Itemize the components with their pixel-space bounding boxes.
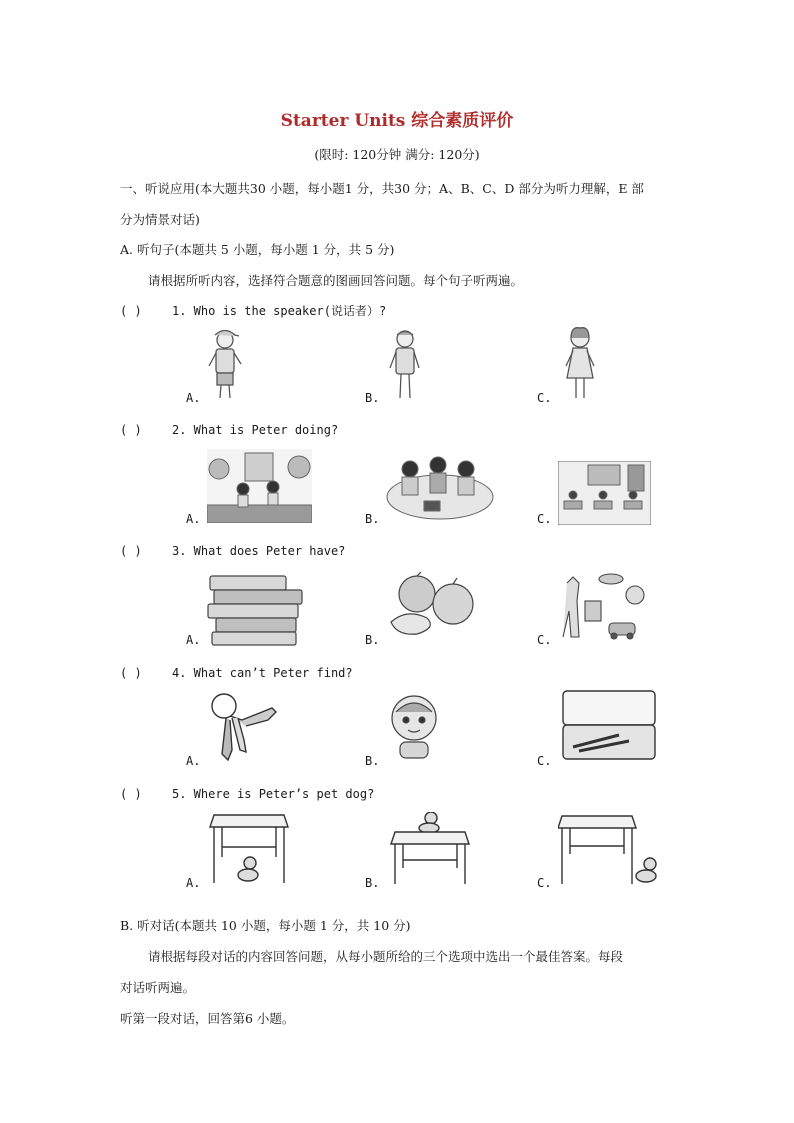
kids-running-icon bbox=[207, 449, 312, 523]
page-title: Starter Units 综合素质评价 bbox=[280, 111, 514, 131]
option-label: B. bbox=[365, 512, 380, 526]
option-label: B. bbox=[365, 633, 380, 647]
answer-blank[interactable]: ( ) bbox=[120, 423, 142, 437]
question-text: 1. Who is the speaker(说话者）? bbox=[172, 304, 387, 318]
girl-in-dress-icon bbox=[560, 326, 600, 402]
question-text: 3. What does Peter have? bbox=[172, 544, 346, 558]
option-label: C. bbox=[537, 754, 552, 768]
section1-heading-line2: 分为情景对话) bbox=[120, 212, 200, 227]
question-2 bbox=[120, 423, 338, 437]
question-text: 4. What can’t Peter find? bbox=[172, 666, 353, 680]
option-label: A. bbox=[186, 754, 201, 768]
question-1 bbox=[120, 302, 386, 319]
option-label: A. bbox=[186, 512, 201, 526]
answer-blank[interactable]: ( ) bbox=[120, 666, 142, 680]
option-label: A. bbox=[186, 876, 201, 890]
option-label: B. bbox=[365, 391, 380, 405]
toys-icon bbox=[559, 571, 647, 641]
option-label: C. bbox=[537, 512, 552, 526]
pencil-box-icon bbox=[559, 689, 659, 763]
question-4 bbox=[120, 666, 353, 680]
classroom-icon bbox=[558, 461, 651, 525]
option-label: C. bbox=[537, 633, 552, 647]
books-stack-icon bbox=[206, 574, 306, 646]
question-text: 5. Where is Peter’s pet dog? bbox=[172, 787, 375, 801]
answer-blank[interactable]: ( ) bbox=[120, 544, 142, 558]
option-label: A. bbox=[186, 391, 201, 405]
option-label: B. bbox=[365, 754, 380, 768]
dog-under-table-icon bbox=[208, 813, 290, 885]
doll-icon bbox=[386, 692, 442, 764]
partA-heading: A. 听句子(本题共 5 小题，每小题 1 分，共 5 分) bbox=[120, 242, 395, 257]
option-label: C. bbox=[537, 391, 552, 405]
partA-instruction: 请根据所听内容，选择符合题意的图画回答问题。每个句子听两遍。 bbox=[148, 273, 524, 288]
oranges-icon bbox=[387, 572, 479, 638]
dog-beside-table-icon bbox=[558, 814, 660, 886]
option-label: C. bbox=[537, 876, 552, 890]
section1-heading-line1: 一、听说应用(本大题共30 小题，每小题1 分，共30 分；A、B、C、D 部分为听力理解，E 部 bbox=[120, 181, 644, 196]
kids-picnic-icon bbox=[386, 453, 494, 521]
answer-blank[interactable]: ( ) bbox=[120, 787, 142, 801]
question-3 bbox=[120, 544, 345, 558]
partB-dialog1: 听第一段对话，回答第6 小题。 bbox=[120, 1011, 295, 1026]
partB-instruction-line2: 对话听两遍。 bbox=[120, 980, 196, 995]
answer-blank[interactable]: ( ) bbox=[120, 304, 142, 318]
option-label: B. bbox=[365, 876, 380, 890]
question-text: 2. What is Peter doing? bbox=[172, 423, 339, 437]
partB-heading: B. 听对话(本题共 10 小题，每小题 1 分，共 10 分) bbox=[120, 918, 411, 933]
option-label: A. bbox=[186, 633, 201, 647]
page-subtitle: (限时: 120分钟 满分: 120分) bbox=[314, 147, 480, 162]
boy-with-backpack-icon bbox=[385, 326, 425, 402]
girl-with-cap-icon bbox=[205, 326, 245, 402]
partB-instruction-line1: 请根据每段对话的内容回答问题，从每小题所给的三个选项中选出一个最佳答案。每段 bbox=[148, 949, 624, 964]
question-5 bbox=[120, 787, 374, 801]
dog-on-table-icon bbox=[389, 812, 471, 886]
keys-icon bbox=[206, 690, 278, 766]
